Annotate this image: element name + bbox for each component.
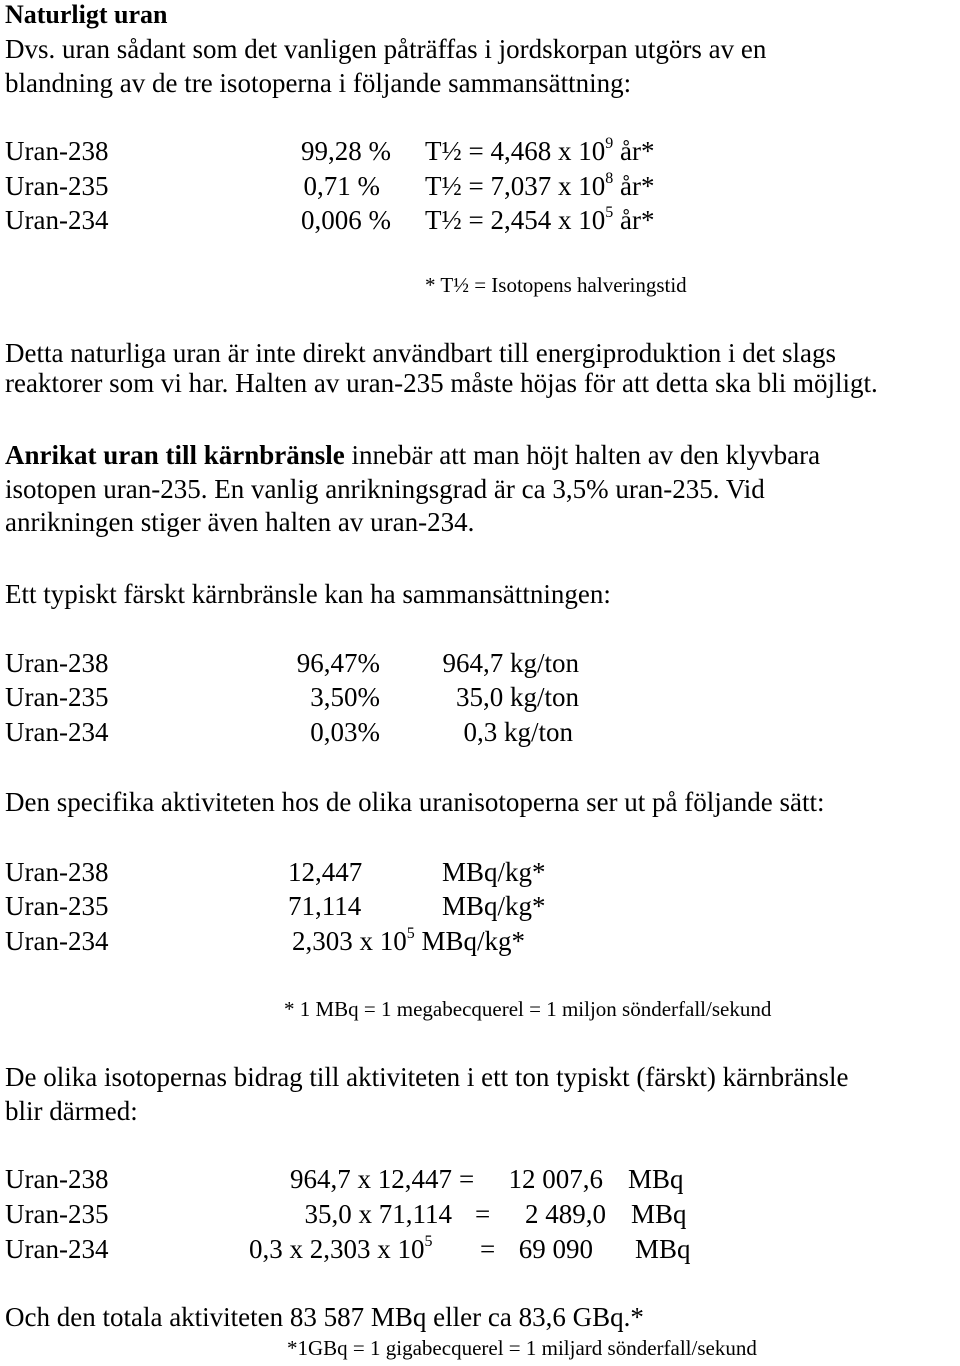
activity-value: 12,447 — [288, 857, 363, 887]
activity-value: 2,303 x $10^5$ MBq/kg* — [292, 925, 526, 956]
isotope-name: Uran-235 — [5, 1199, 109, 1229]
mbq-footnote: * 1 MBq = 1 megabecquerel = 1 miljon sönderfall/sekund — [284, 997, 772, 1021]
isotope-percent: 0,006 % — [301, 205, 391, 235]
activity-value: 71,114 — [288, 891, 362, 921]
half-life: T½ = 7,037 x $10^8$ år* — [425, 170, 655, 201]
result-value: 12 007,6 — [508, 1164, 603, 1194]
isotope-name: Uran-234 — [5, 1234, 109, 1264]
isotope-percent: 3,50% — [310, 682, 380, 712]
result-value: 2 489,0 — [525, 1199, 606, 1229]
isotope-mass: 964,7 kg/ton — [442, 648, 579, 678]
isotope-name: Uran-238 — [5, 857, 109, 887]
paragraph-2-line-2: isotopen uran-235. En vanlig anrikningsgrad är ca 3,5% uran-235. Vid — [5, 474, 765, 504]
isotope-name: Uran-238 — [5, 648, 109, 678]
calculation: 964,7 x 12,447 — [290, 1164, 452, 1194]
result-unit: MBq — [631, 1199, 687, 1229]
isotope-name: Uran-235 — [5, 171, 109, 201]
isotope-name: Uran-234 — [5, 926, 109, 956]
paragraph-4: Den specifika aktiviteten hos de olika uranisotoperna ser ut på följande sätt: — [5, 787, 825, 817]
half-life: T½ = 2,454 x $10^5$ år* — [425, 204, 655, 235]
isotope-name: Uran-235 — [5, 682, 109, 712]
isotope-name: Uran-234 — [5, 717, 109, 747]
result-unit: MBq — [628, 1164, 684, 1194]
exponent: 8 — [605, 170, 614, 187]
paragraph-2-line-3: anrikningen stiger även halten av uran-234. — [5, 507, 475, 537]
gbq-footnote: *1GBq = 1 gigabecquerel = 1 miljard sönderfall/sekund — [287, 1336, 757, 1360]
isotope-mass: 35,0 kg/ton — [455, 682, 579, 712]
isotope-name: Uran-238 — [5, 1164, 109, 1194]
isotope-percent: 0,71 % — [303, 171, 380, 201]
total-activity: Och den totala aktiviteten 83 587 MBq eller ca 83,6 GBq.* — [5, 1302, 644, 1332]
exponent: 5 — [424, 1233, 433, 1250]
paragraph-3: Ett typiskt färskt kärnbränsle kan ha sammansättningen: — [5, 579, 611, 609]
document-title: Naturligt uran — [5, 0, 168, 29]
isotope-name: Uran-235 — [5, 891, 109, 921]
paragraph-1-line-1: Detta naturliga uran är inte direkt användbart till energiproduktion i det slags — [5, 338, 837, 368]
paragraph-2-line-1: Anrikat uran till kärnbränsle innebär att man höjt halten av den klyvbara — [5, 440, 821, 470]
intro-line-1: Dvs. uran sådant som det vanligen påträffas i jordskorpan utgörs av en — [5, 34, 767, 64]
result-value: 69 090 — [518, 1234, 593, 1264]
isotope-mass: 0,3 kg/ton — [463, 717, 573, 747]
exponent: 5 — [605, 204, 614, 221]
exponent: 5 — [406, 925, 415, 942]
isotope-percent: 99,28 % — [301, 136, 391, 166]
enriched-uranium-term: Anrikat uran till kärnbränsle — [5, 440, 345, 470]
isotope-percent: 96,47% — [296, 648, 380, 678]
paragraph-5-line-1: De olika isotopernas bidrag till aktiviteten i ett ton typiskt (färskt) kärnbränsle — [5, 1062, 849, 1092]
result-unit: MBq — [635, 1234, 691, 1264]
isotope-percent: 0,03% — [310, 717, 380, 747]
activity-unit: MBq/kg* — [442, 857, 546, 887]
paragraph-1-line-2: reaktorer som vi har. Halten av uran-235 måste höjas för att detta ska bli möjligt. — [5, 368, 878, 398]
equals-sign: = — [459, 1164, 475, 1194]
paragraph-5-line-2: blir därmed: — [5, 1096, 138, 1126]
isotope-name: Uran-238 — [5, 136, 109, 166]
intro-line-2: blandning av de tre isotoperna i följande sammansättning: — [5, 68, 632, 98]
calculation: 35,0 x 71,114 — [304, 1199, 452, 1229]
calculation: 0,3 x 2,303 x $10^5$ — [249, 1233, 433, 1264]
equals-sign: = — [475, 1199, 491, 1229]
exponent: 9 — [605, 135, 614, 152]
half-life-footnote: * T½ = Isotopens halveringstid — [425, 273, 687, 297]
activity-unit: MBq/kg* — [442, 891, 546, 921]
isotope-name: Uran-234 — [5, 205, 109, 235]
half-life: T½ = 4,468 x $10^9$ år* — [425, 135, 655, 166]
equals-sign: = — [480, 1234, 496, 1264]
